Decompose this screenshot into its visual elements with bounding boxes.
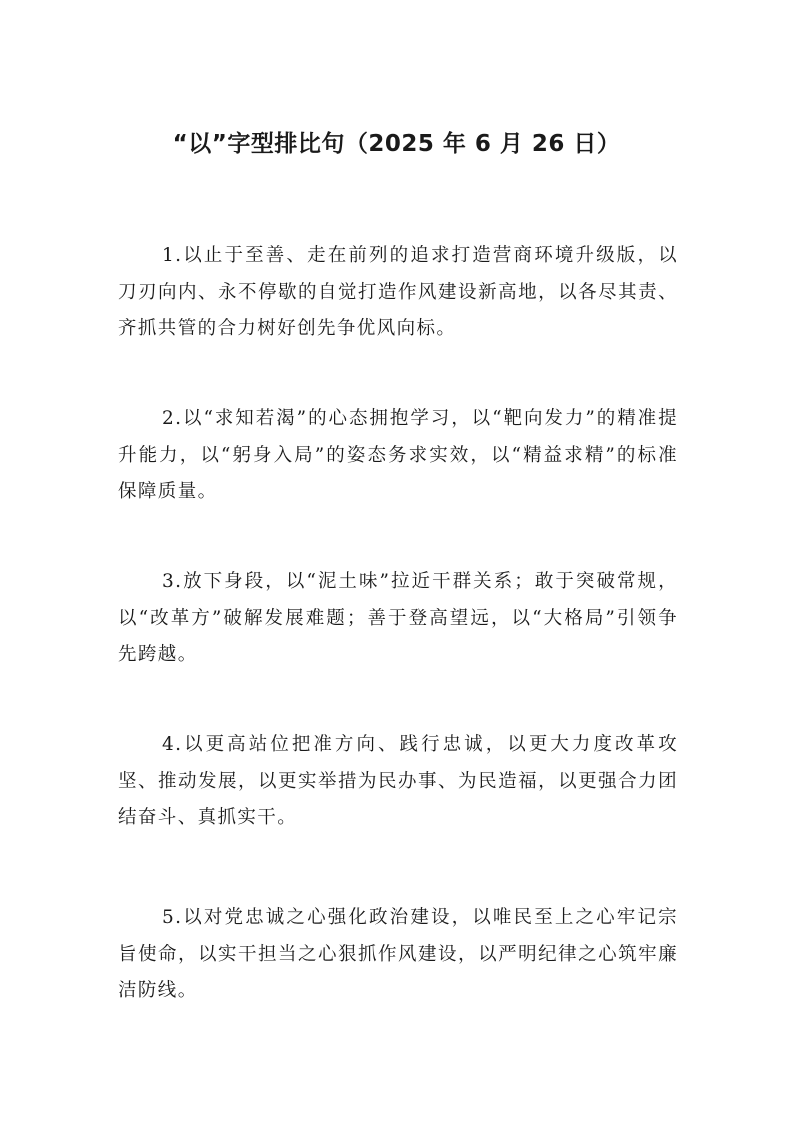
document-title: “以”字型排比句（2025 年 6 月 26 日） bbox=[172, 131, 621, 157]
paragraph-4: 4.以更高站位把准方向、践行忠诚，以更大力度改革攻坚、推动发展，以更实举措为民办事、为民造福，以更强合力团结奋斗、真抓实干。 bbox=[118, 734, 678, 828]
paragraph-2: 2.以“求知若渴”的心态拥抱学习，以“靶向发力”的精准提升能力，以“躬身入局”的姿态务求实效，以“精益求精”的标准保障质量。 bbox=[118, 408, 678, 502]
paragraph-1: 1.以止于至善、走在前列的追求打造营商环境升级版，以刀刃向内、永不停歇的自觉打造作风建设新高地，以各尽其责、齐抓共管的合力树好创先争优风向标。 bbox=[118, 245, 678, 339]
paragraph-3: 3.放下身段，以“泥土味”拉近干群关系；敢于突破常规，以“改革方”破解发展难题；善于登高望远，以“大格局”引领争先跨越。 bbox=[118, 571, 678, 665]
paragraph-5: 5.以对党忠诚之心强化政治建设，以唯民至上之心牢记宗旨使命，以实干担当之心狠抓作风建设，以严明纪律之心筑牢廉洁防线。 bbox=[118, 907, 678, 1001]
